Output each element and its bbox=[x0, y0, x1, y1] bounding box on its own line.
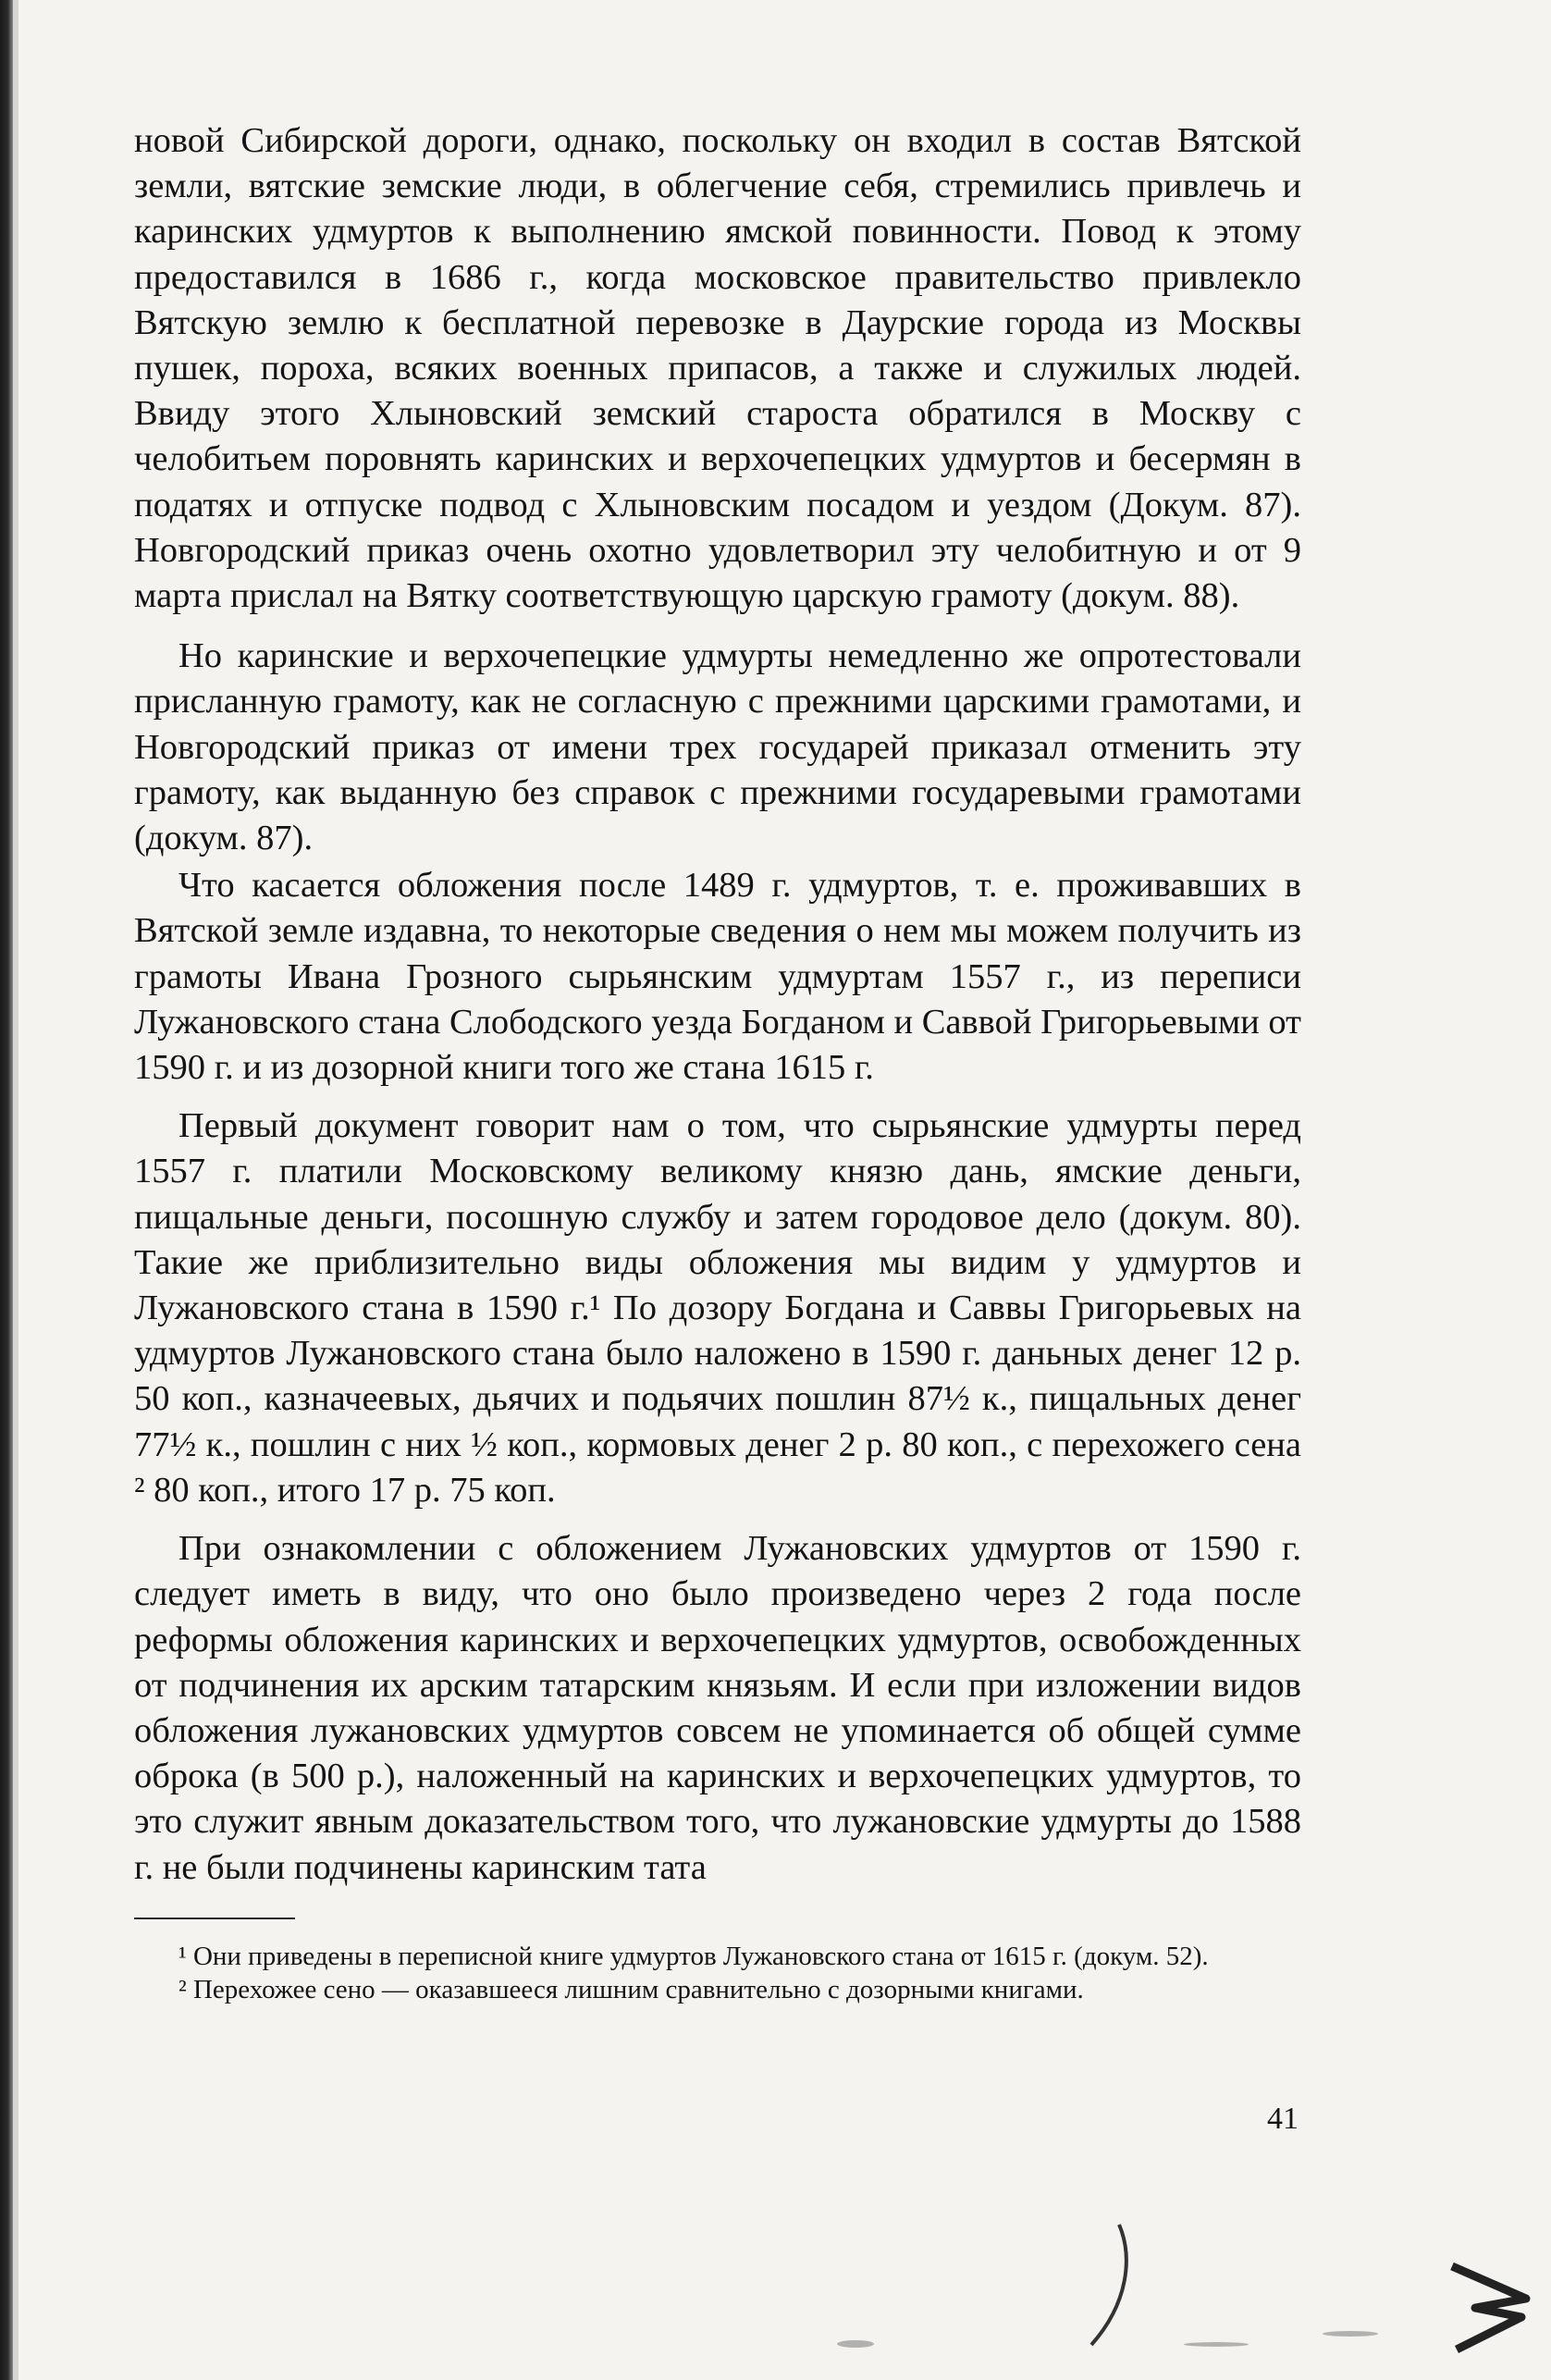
scan-speck bbox=[1184, 2342, 1249, 2347]
paragraph-4: Первый документ говорит нам о том, что сырьянские удмурты перед 1557 г. платили Московскому великому князю дань, ямские деньги, пищальные деньги, посошную службу и затем городовое дело (докум. 80). Такие же приблизительно виды обложения мы видим у удмуртов и Лужановского стана в 1590 г.¹ По дозору Богдана и Саввы Григорьевых на удмуртов Лужановского стана было наложено в 1590 г. даньных денег 12 р. 50 коп., казначеевых, дьячих и подьячих пошлин 87½ к., пищальных денег 77½ к., пошлин с них ½ коп., кормовых денег 2 р. 80 коп., с перехожего сена ² 80 коп., итого 17 р. 75 коп. bbox=[134, 1106, 1301, 1510]
scan-speck bbox=[1323, 2331, 1378, 2337]
paragraph-5: При ознакомлении с обложением Лужановских удмуртов от 1590 г. следует иметь в виду, что оно было произведено через 2 года после реформы обложения каринских и верхочепецких удмуртов, освобожденных от подчинения их арским татарским князьям. И если при изложении видов обложения лужановских удмуртов совсем не упоминается об общей сумме оброка (в 500 р.), наложенный на каринских и верхочепецких удмуртов, то это служит явным доказательством того, что лужановские удмурты до 1588 г. не были подчинены каринским тата bbox=[134, 1529, 1301, 1887]
footnote-2: ² Перехожее сено — оказавшееся лишним сравнительно с дозорными книгами. bbox=[178, 1975, 1084, 2004]
scan-speck bbox=[837, 2340, 874, 2348]
footnote-1: ¹ Они приведены в переписной книге удмуртов Лужановского стана от 1615 г. (докум. 52). bbox=[178, 1942, 1209, 1971]
paragraph-3: Что касается обложения после 1489 г. удмуртов, т. е. проживавших в Вятской земле издавна, то некоторые сведения о нем мы можем получить из грамоты Ивана Грозного сырьянским удмуртам 1557 г., из переписи Лужановского стана Слободского уезда Богданом и Саввой Григорьевыми от 1590 г. и из дозорной книги того же стана 1615 г. bbox=[134, 866, 1301, 1088]
binding-edge bbox=[0, 0, 13, 2380]
body-text bbox=[134, 118, 1301, 1891]
paragraph-1: новой Сибирской дороги, однако, поскольку он входил в состав Вятской земли, вятские земские люди, в облегчение себя, стремились привлечь и каринских удмуртов к выполнению ямской повинности. Повод к этому предоставился в 1686 г., когда московское правительство привлекло Вятскую землю к бесплатной перевозке в Даурские города из Москвы пушек, пороха, всяких военных припасов, а также и служилых людей. Ввиду этого Хлыновский земский староста обратился в Москву с челобитьем поровнять каринских и верхочепецких удмуртов и бесермян в податях и отпуске подвод с Хлыновским посадом и уездом (Докум. 87). Новгородский приказ очень охотно удовлетворил эту челобитную и от 9 марта прислал на Вятку соответствующую царскую грамоту (докум. 88). bbox=[134, 121, 1301, 616]
paragraph-2: Но каринские и верхочепецкие удмурты немедленно же опротестовали присланную грамоту, как не согласную с прежними царскими грамотами, и Новгородский приказ от имени трех государей приказал отменить эту грамоту, как выданную без справок с прежними государевыми грамотами (докум. 87). bbox=[134, 636, 1301, 858]
arrow-mark bbox=[1447, 2257, 1531, 2359]
footnote-separator bbox=[134, 1918, 295, 1919]
binding-shadow bbox=[13, 0, 18, 2380]
footnotes bbox=[134, 1941, 1301, 2005]
pencil-mark bbox=[1082, 2220, 1138, 2349]
page-number: 41 bbox=[1267, 2102, 1299, 2136]
